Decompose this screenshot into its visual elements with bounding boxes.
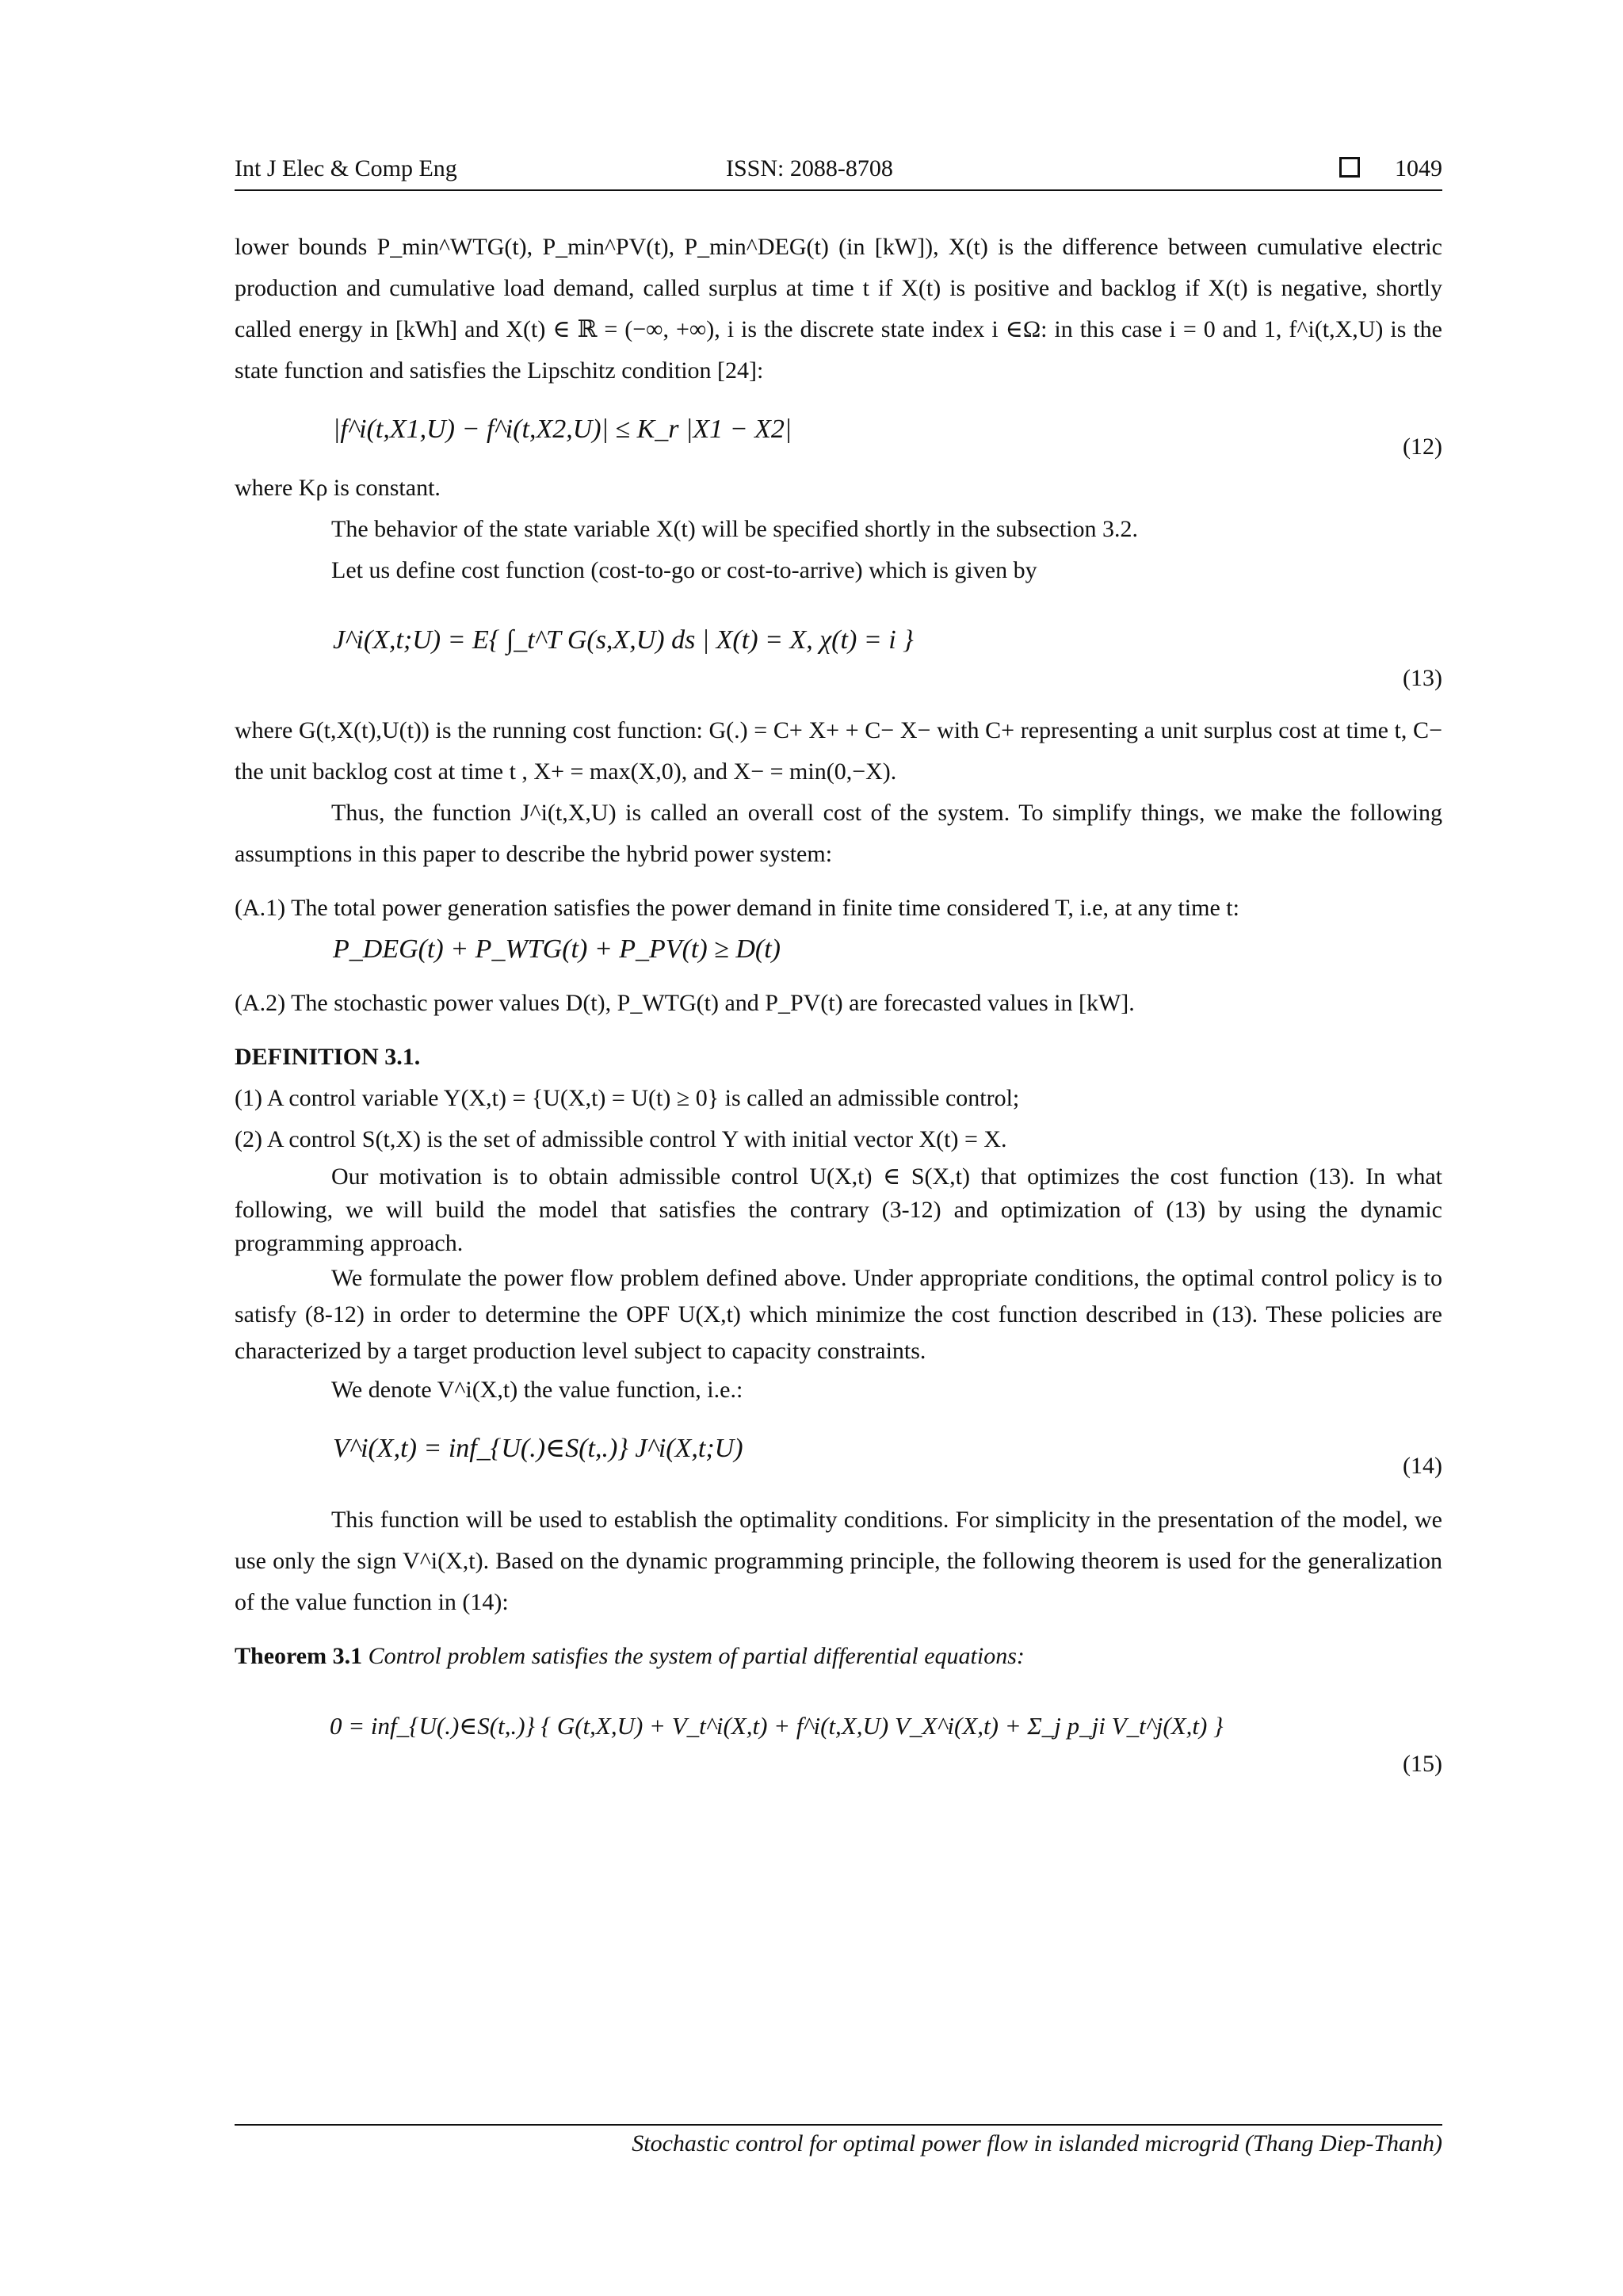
- footer-rule: [235, 2124, 1442, 2126]
- page-header: [235, 155, 1442, 190]
- issn: ISSN: 2088-8708: [726, 155, 893, 181]
- paragraph-8: We formulate the power flow problem defined above. Under appropriate conditions, the optimal control policy is to satisfy (8-12) in order to determine the OPF U(X,t) which minimize the cost function described in (13). These policies are characterized by a target production level subject to capacity constraints.: [235, 1265, 1442, 1364]
- theorem-text: Control problem satisfies the system of partial differential equations:: [368, 1643, 1025, 1669]
- paragraph-5: where G(t,X(t),U(t)) is the running cost function: G(.) = C+ X+ + C− X− with C+ representing a unit surplus cost at time t, C− the unit backlog cost at time t , X+ = max(X,0), and X− = min(0,−X).: [235, 717, 1442, 785]
- definition-item-2: (2) A control S(t,X) is the set of admissible control Y with initial vector X(t) = X.: [235, 1126, 1007, 1152]
- equation-12: [235, 392, 1442, 468]
- paragraph-3: The behavior of the state variable X(t) will be specified shortly in the subsection 3.2.: [331, 516, 1139, 542]
- equation-15-number: (15): [1403, 1751, 1442, 1777]
- equation-15: [235, 1677, 1442, 1796]
- theorem: [235, 1636, 1442, 1677]
- equation-12-body: |f^i(t,X1,U) − f^i(t,X2,U)| ≤ K_r |X1 − X2|: [333, 415, 792, 444]
- paragraph-6: Thus, the function J^i(t,X,U) is called an overall cost of the system. To simplify things, we make the following assumptions in this paper to describe the hybrid power system:: [235, 800, 1442, 867]
- spacer: [235, 875, 1442, 888]
- page-footer: Stochastic control for optimal power flow in islanded microgrid (Thang Diep-Thanh): [632, 2130, 1442, 2157]
- journal-name: Int J Elec & Comp Eng: [235, 155, 457, 181]
- equation-13-number: (13): [1403, 665, 1442, 691]
- paragraph-7: Our motivation is to obtain admissible control U(X,t) ∈ S(X,t) that optimizes the cost function (13). In what following, we will build the model that satisfies the contrary (3-12) and optimization of (13) by using the dynamic programming approach.: [235, 1163, 1442, 1256]
- equation-13: [235, 591, 1442, 710]
- paragraph-10: This function will be used to establish the optimality conditions. For simplicity in the presentation of the model, we use only the sign V^i(X,t). Based on the dynamic programming principle, the following theorem is used for the generalization of the value function in (14):: [235, 1507, 1442, 1615]
- paragraph-4: Let us define cost function (cost-to-go or cost-to-arrive) which is given by: [331, 557, 1037, 583]
- spacer: [235, 1487, 1442, 1499]
- equation-14-number: (14): [1403, 1453, 1442, 1479]
- equation-14: [235, 1411, 1442, 1487]
- spacer: [235, 1623, 1442, 1636]
- assumption-a1: (A.1) The total power generation satisfies the power demand in finite time considered T, i.e, at any time t:: [235, 895, 1239, 921]
- header-rule: [235, 189, 1442, 191]
- equation-13-body: J^i(X,t;U) = E{ ∫_t^T G(s,X,U) ds | X(t) = X, χ(t) = i }: [333, 625, 914, 655]
- spacer: [235, 1024, 1442, 1037]
- main-text: [235, 227, 1442, 1796]
- page-number: 1049: [1395, 155, 1442, 181]
- equation-15-body: 0 = inf_{U(.)∈S(t,.)} { G(t,X,U) + V_t^i(X,t) + f^i(t,X,U) V_X^i(X,t) + Σ_j p_ji V_t^j(X,t) }: [330, 1712, 1224, 1740]
- paragraph-2: where Kρ is constant.: [235, 475, 441, 501]
- definition-item-1: (1) A control variable Y(X,t) = {U(X,t) = U(t) ≥ 0} is called an admissible control;: [235, 1085, 1020, 1111]
- assumption-a2: (A.2) The stochastic power values D(t), P_WTG(t) and P_PV(t) are forecasted values in [kW].: [235, 990, 1135, 1016]
- assumption-a1-equation: P_DEG(t) + P_WTG(t) + P_PV(t) ≥ D(t): [333, 934, 781, 964]
- equation-12-number: (12): [1403, 434, 1442, 460]
- equation-14-body: V^i(X,t) = inf_{U(.)∈S(t,.)} J^i(X,t;U): [333, 1434, 743, 1463]
- theorem-title: Theorem 3.1: [235, 1643, 363, 1669]
- square-icon: [1339, 157, 1360, 178]
- definition-title: DEFINITION 3.1.: [235, 1044, 421, 1070]
- spacer: [235, 970, 1442, 983]
- paragraph-1: lower bounds P_min^WTG(t), P_min^PV(t), P_min^DEG(t) (in [kW]), X(t) is the difference between cumulative electric production and cumulative load demand, called surplus at time t if X(t) is positive and backlog if X(t) is negative, shortly called energy in [kWh] and X(t) ∈ ℝ = (−∞, +∞), i is the discrete state index i ∈Ω: in this case i = 0 and 1, f^i(t,X,U) is the state function and satisfies the Lipschitz condition [24]:: [235, 234, 1442, 384]
- page-number-block: [1339, 155, 1442, 182]
- paragraph-9: We denote V^i(X,t) the value function, i.e.:: [331, 1377, 743, 1403]
